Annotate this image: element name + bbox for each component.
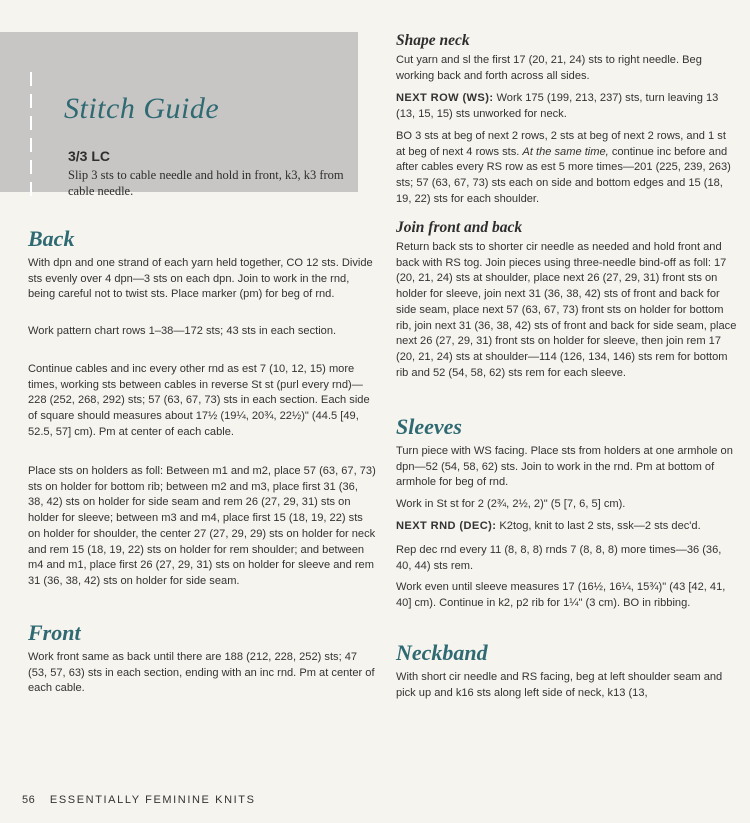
- back-paragraph-2: Work pattern chart rows 1–38—172 sts; 43 sts in each section.: [28, 325, 337, 337]
- shape-neck-heading: Shape neck: [396, 32, 470, 49]
- sleeves-paragraph-3: [396, 519, 738, 535]
- back-paragraph-1: With dpn and one strand of each yarn held together, CO 12 sts. Divide sts evenly over 4 dpn—3 sts on each dpn. Join to work in the rnd, being careful not to twist sts. Place marker (pm) for beg of rnd.: [28, 257, 373, 301]
- stitch-guide-text: Slip 3 sts to cable needle and hold in front, k3, k3 from cable needle.: [68, 168, 344, 198]
- shape-neck-paragraph-1: Cut yarn and sl the first 17 (20, 21, 24) sts to right needle. Beg working back and forth across all sides.: [396, 54, 702, 82]
- shape-neck-text-b: continue inc before and after cables every RS row as est 5 more times—201 (225, 239, 263) sts; 57 (63, 67, 73) sts each on side and bottom edges and 15 (18, 19, 22) sts for each shoulder.: [396, 145, 731, 205]
- next-row-ws-text: Work 175 (199, 213, 237) sts, turn leaving 13 (13, 15, 15) sts unworked for neck.: [396, 92, 719, 120]
- sleeves-paragraph-4: Rep dec rnd every 11 (8, 8, 8) rnds 7 (8, 8, 8) more times—36 (36, 40, 44) sts rem.: [396, 544, 722, 572]
- stitch-guide-box: [0, 32, 358, 198]
- neckband-heading: Neckband: [396, 640, 488, 665]
- page-footer: [22, 794, 256, 806]
- shape-neck-paragraph-3: [396, 129, 738, 208]
- stitch-guide-title: Stitch Guide: [64, 92, 220, 125]
- back-heading: Back: [28, 226, 75, 251]
- back-paragraph-4: Place sts on holders as foll: Between m1 and m2, place 57 (63, 67, 73) sts on holder for bottom rib; between m2 and m3, place first 31 (36, 38, 42) sts on holder for side seam and rem 26 (27, 29, 31) sts on holder for sleeve; between m3 and m4, place first 15 (18, 19, 22) sts on holder for shoulder, the center 27 (27, 29, 29) sts on holder for neck and rem 15 (18, 19, 22) sts on holder for rem shoulder; and between m4 and m1, place first 26 (27, 29, 31) sts on holder for sleeve and rem 31 (36, 38, 42) sts on holder for side seam.: [28, 465, 376, 587]
- shape-neck-italic: At the same time,: [522, 145, 609, 158]
- front-heading: Front: [28, 620, 81, 645]
- book-title: ESSENTIALLY FEMININE KNITS: [49, 794, 256, 806]
- back-paragraph-3: Continue cables and inc every other rnd as est 7 (10, 12, 15) more times, working sts between cables in reverse St st (purl every rnd)—228 (252, 268, 292) sts; 57 (63, 67, 73) sts in each section. Each side of square should measures about 17½ (19¼, 20¾, 22½)" (44.5 [49, 52.5, 57] cm). Pm at center of each cable.: [28, 363, 370, 438]
- join-paragraph-1: Return back sts to shorter cir needle as needed and hold front and back with RS tog. Join pieces using three-needle bind-off as foll: 17 (20, 21, 24) sts at shoulder, place next 26 (27, 29, 31) front sts on holder for sleeve, join next 31 (36, 38, 42) sts of front and back for side seam, place next 57 (63, 67, 73) front sts on holder for bottom rib, join next 31 (36, 38, 42) sts of front and back for side seam, place next 26 (27, 29, 31) front sts on holder for sleeve, then join rem 17 (20, 21, 24) sts at shoulder—114 (126, 134, 146) sts rem for bottom rib and 52 (54, 58, 62) sts rem for each sleeve.: [396, 241, 737, 379]
- next-row-ws-label: NEXT ROW (WS):: [396, 92, 494, 104]
- shape-neck-paragraph-2: [396, 91, 738, 122]
- stitch-guide-subtitle: 3/3 LC: [68, 148, 111, 164]
- sleeves-paragraph-2: Work in St st for 2 (2¾, 2½, 2)" (5 [7, 6, 5] cm).: [396, 498, 626, 510]
- guide-bar-decoration: [30, 72, 32, 204]
- page-number: 56: [22, 794, 36, 806]
- neckband-paragraph-1: With short cir needle and RS facing, beg at left shoulder seam and pick up and k16 sts along left side of neck, k13 (13,: [396, 671, 723, 699]
- shape-neck-text-a: BO 3 sts at beg of next 2 rows, 2 sts at beg of next 2 rows, and 1 st at beg of next 4 rows sts.: [396, 130, 726, 158]
- next-rnd-dec-label: NEXT RND (DEC):: [396, 520, 497, 532]
- next-rnd-dec-text: K2tog, knit to last 2 sts, ssk—2 sts dec'd.: [496, 520, 701, 532]
- sleeves-paragraph-1: Turn piece with WS facing. Place sts from holders at one armhole on dpn—52 (54, 58, 62) sts. Join to work in the rnd. Pm at bottom of armhole for beg of rnd.: [396, 445, 733, 489]
- join-heading: Join front and back: [396, 219, 523, 236]
- front-paragraph-1: Work front same as back until there are 188 (212, 228, 252) sts; 47 (53, 57, 63) sts in each section, ending with an inc rnd. Pm at center of each cable.: [28, 651, 375, 695]
- sleeves-heading: Sleeves: [396, 414, 462, 439]
- sleeves-paragraph-5: Work even until sleeve measures 17 (16½, 16¼, 15¾)" (43 [42, 41, 40] cm). Continue in k2, p2 rib for 1¼" (3 cm). BO in ribbing.: [396, 581, 726, 609]
